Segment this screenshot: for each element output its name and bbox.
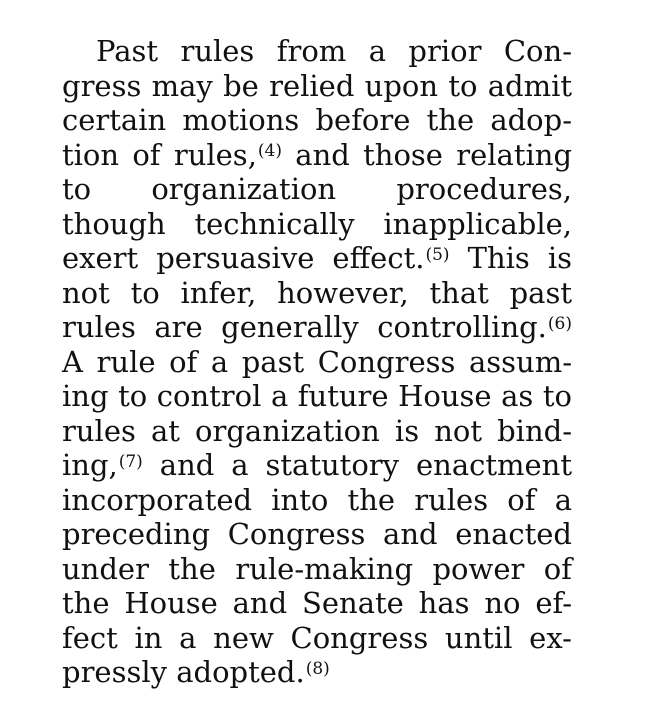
footnote-marker[interactable]: (4) xyxy=(257,141,283,161)
paragraph-line: exert persuasive effect.$^{(5)}$ This is xyxy=(62,241,572,275)
paragraph-line: certain motions before the adop- xyxy=(62,103,572,137)
paragraph-line: rules at organization is not bind- xyxy=(62,413,572,448)
paragraph-line: gress may be relied upon to admit xyxy=(62,68,572,103)
body-paragraph xyxy=(62,34,572,690)
paragraph-line: the House and Senate has no ef- xyxy=(62,586,572,620)
paragraph-line: ing,$^{(7)}$ and a statutory enactment xyxy=(62,448,572,482)
paragraph-line: A rule of a past Congress assum- xyxy=(62,344,572,379)
footnote-marker[interactable]: (6) xyxy=(547,313,572,334)
paragraph-line: incorporated into the rules of a xyxy=(62,482,572,517)
paragraph-line: tion of rules,$^{(4)}$ and those relating xyxy=(62,137,573,172)
paragraph-line: to organization procedures, xyxy=(62,172,572,206)
footnote-marker[interactable]: (7) xyxy=(118,451,143,472)
paragraph-line: ing to control a future House as to xyxy=(62,379,572,413)
paragraph-line: pressly adopted.$^{(8)}$ xyxy=(62,655,330,689)
footnote-marker[interactable]: (5) xyxy=(425,244,450,265)
footnote-marker[interactable]: (8) xyxy=(305,658,330,679)
paragraph-line: though technically inapplicable, xyxy=(62,206,572,241)
paragraph-line: rules are generally controlling.$^{(6)}$ xyxy=(62,310,572,344)
paragraph-line: fect in a new Congress until ex- xyxy=(62,620,572,655)
paragraph-line: not to infer, however, that past xyxy=(62,275,572,310)
paragraph-line: under the rule-making power of xyxy=(62,551,572,586)
paragraph-line: Past rules from a prior Con- xyxy=(96,34,572,68)
paragraph-line: preceding Congress and enacted xyxy=(62,517,572,551)
